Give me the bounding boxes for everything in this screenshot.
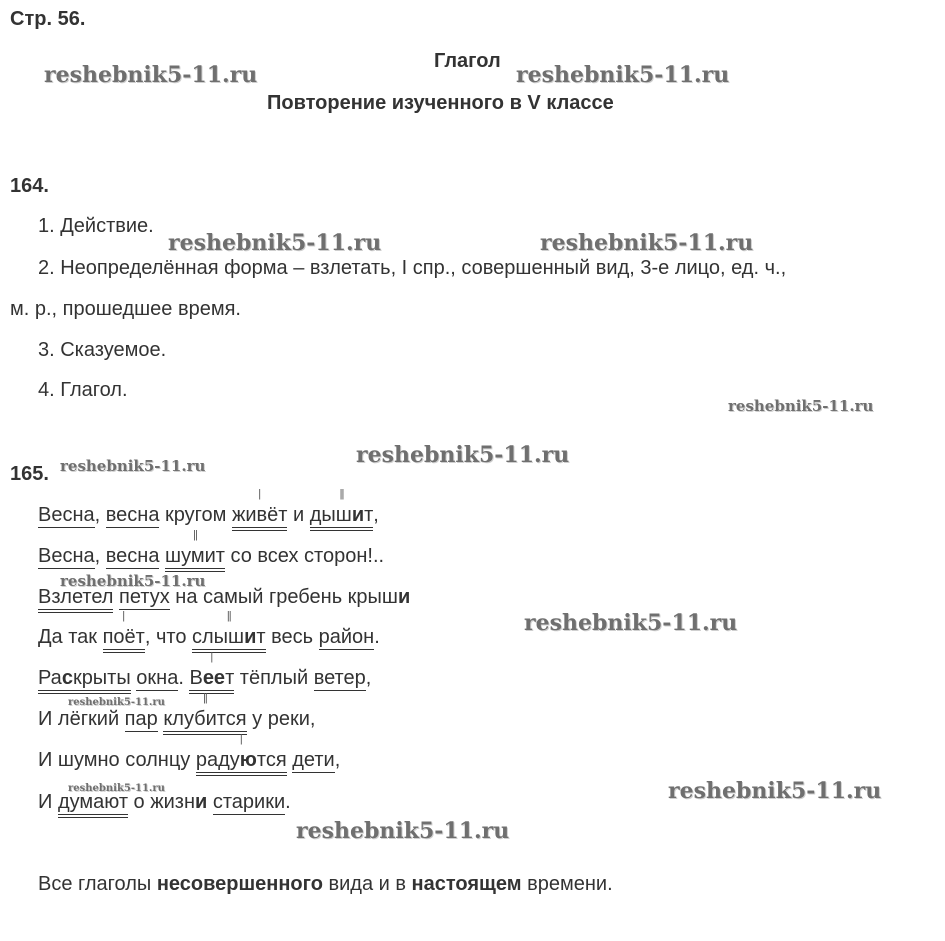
- verse-line-8: И думают о жизни старики.: [38, 790, 291, 818]
- conjugation-mark: [340, 489, 344, 500]
- subject-word: Весна: [38, 545, 95, 567]
- conjugation-mark: [193, 530, 197, 541]
- page-label: Стр. 56.: [10, 8, 86, 30]
- conjugation-mark: [210, 652, 213, 663]
- chapter-title: Глагол: [434, 50, 501, 72]
- predicate-word: живёт |: [232, 503, 287, 531]
- subject-word: район: [318, 626, 375, 648]
- subject-word: пар: [124, 708, 158, 730]
- task164-line-3: м. р., прошедшее время.: [10, 298, 241, 320]
- predicate-word: клубится ||: [163, 707, 246, 735]
- verse-line-3: Взлетел петух на самый гребень крыши: [38, 585, 410, 613]
- watermark: reshebnik5-11.ru: [68, 697, 165, 708]
- watermark: reshebnik5-11.ru: [44, 62, 258, 88]
- conjugation-mark: [203, 693, 207, 704]
- subject-word: весна: [105, 545, 160, 567]
- predicate-word: Взлетел: [38, 585, 113, 613]
- conjugation-mark: [258, 489, 261, 500]
- task164-line-2: 2. Неопределённая форма – взлетать, I спр., совершенный вид, 3-е лицо, ед. ч.,: [38, 257, 787, 279]
- subject-word: петух: [119, 586, 170, 608]
- watermark: reshebnik5-11.ru: [728, 397, 874, 415]
- watermark: reshebnik5-11.ru: [60, 572, 206, 590]
- conjugation-mark: [227, 611, 231, 622]
- subject-word: Весна: [38, 504, 95, 526]
- watermark: reshebnik5-11.ru: [524, 610, 738, 636]
- subject-word: весна: [105, 504, 160, 526]
- conjugation-mark: [240, 734, 243, 745]
- verse-line-1: Весна, весна кругом живёт | и дышит || ,: [38, 503, 379, 531]
- watermark: reshebnik5-11.ru: [516, 62, 730, 88]
- watermark: reshebnik5-11.ru: [168, 230, 382, 256]
- verse-line-7: И шумно солнцу радуются | дети,: [38, 748, 340, 776]
- predicate-word: Веет |: [189, 666, 234, 694]
- predicate-word: думают: [58, 790, 128, 818]
- verse-line-5: Раскрыты окна. Веет | тёплый ветер,: [38, 666, 371, 694]
- chapter-subtitle: Повторение изученного в V классе: [267, 92, 614, 114]
- subject-word: старики: [212, 791, 286, 813]
- conjugation-mark: [122, 611, 125, 622]
- predicate-word: поёт |: [103, 625, 145, 653]
- watermark: reshebnik5-11.ru: [540, 230, 754, 256]
- subject-word: дети: [292, 749, 335, 771]
- task164-line-4: 3. Сказуемое.: [38, 339, 167, 361]
- task164-line-1: 1. Действие.: [38, 215, 154, 237]
- predicate-word: дышит ||: [310, 503, 374, 531]
- predicate-word: слышит ||: [192, 625, 266, 653]
- task-number-165: 165.: [10, 463, 49, 485]
- conclusion: Все глаголы несовершенного вида и в настоящем времени.: [38, 873, 613, 895]
- verse-line-2: Весна, весна шумит || со всех сторон!..: [38, 544, 384, 572]
- watermark: reshebnik5-11.ru: [296, 818, 510, 844]
- watermark: reshebnik5-11.ru: [60, 457, 206, 475]
- verse-line-6: И лёгкий пар клубится || у реки,: [38, 707, 315, 735]
- watermark: reshebnik5-11.ru: [356, 442, 570, 468]
- predicate-word: радуются |: [196, 748, 287, 776]
- watermark: reshebnik5-11.ru: [668, 778, 882, 804]
- verse-line-4: Да так поёт | , что слышит || весь район.: [38, 625, 380, 653]
- watermark: reshebnik5-11.ru: [68, 783, 165, 794]
- task-number-164: 164.: [10, 175, 49, 197]
- subject-word: ветер: [313, 667, 366, 689]
- predicate-word: Раскрыты: [38, 666, 131, 694]
- predicate-word: шумит ||: [165, 544, 225, 572]
- subject-word: окна: [136, 667, 179, 689]
- task164-line-5: 4. Глагол.: [38, 379, 128, 401]
